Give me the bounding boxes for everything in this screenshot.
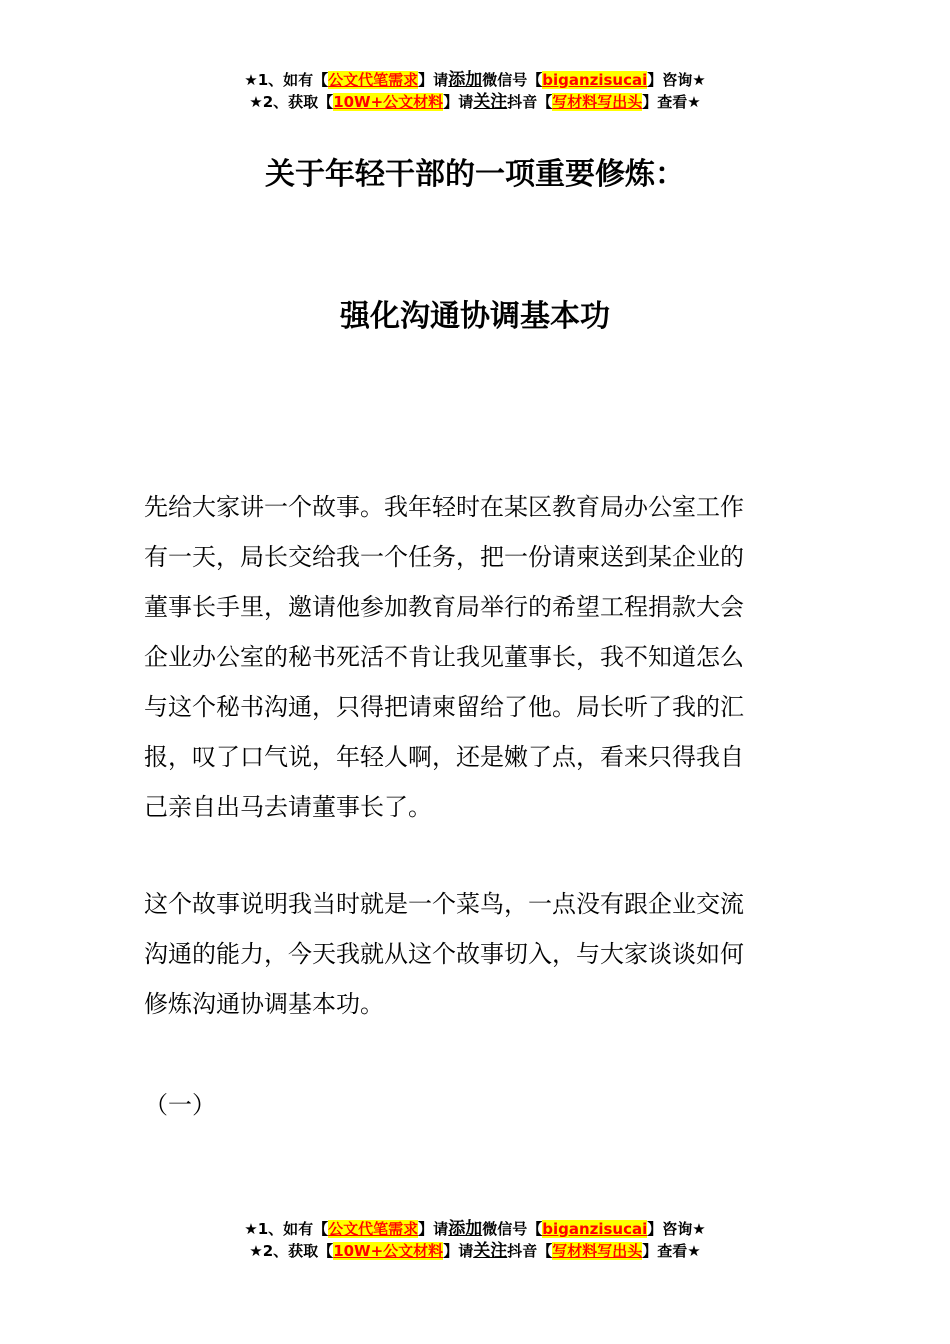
- paragraph-line: 沟通的能力，今天我就从这个故事切入，与大家谈谈如何: [144, 940, 744, 968]
- banner-text: ★2、获取【: [249, 93, 334, 111]
- body-paragraph-1: [144, 482, 809, 832]
- paragraph-line: 有一天，局长交给我一个任务，把一份请柬送到某企业的: [144, 543, 744, 571]
- paragraph-line: 修炼沟通协调基本功。: [144, 990, 384, 1018]
- header-banner: [0, 69, 950, 113]
- paragraph-line: 董事长手里，邀请他参加教育局举行的希望工程捐款大会: [144, 593, 744, 621]
- paragraph-line: 与这个秘书沟通，只得把请柬留给了他。局长听了我的汇: [144, 693, 744, 721]
- banner-line-2: [0, 91, 950, 113]
- banner-text: 】咨询★: [647, 71, 706, 89]
- banner-text: 】请: [443, 93, 474, 111]
- banner-text: ★2、获取【: [249, 1242, 334, 1260]
- banner-line-1: [0, 69, 950, 91]
- footer-banner: [0, 1218, 950, 1262]
- banner-text: 】请: [418, 1220, 449, 1238]
- banner-text: 】请: [443, 1242, 474, 1260]
- banner-text: 抖音【: [507, 1242, 553, 1260]
- banner-line-1: [0, 1218, 950, 1240]
- highlight-douyin-account: 写材料写出头: [552, 1242, 643, 1260]
- highlight-douyin-account: 写材料写出头: [552, 93, 643, 111]
- banner-emphasis: 添加: [448, 1219, 483, 1239]
- banner-emphasis: 关注: [473, 1241, 508, 1261]
- document-subtitle: 强化沟通协调基本功: [340, 299, 610, 334]
- banner-text: 】查看★: [642, 93, 701, 111]
- paragraph-line: 先给大家讲一个故事。我年轻时在某区教育局办公室工作: [144, 493, 744, 521]
- highlight-materials: 10W+公文材料: [333, 93, 444, 111]
- banner-emphasis: 关注: [473, 92, 508, 112]
- highlight-materials: 10W+公文材料: [333, 1242, 444, 1260]
- highlight-service: 公文代笔需求: [328, 1220, 419, 1238]
- banner-emphasis: 添加: [448, 70, 483, 90]
- paragraph-line: 己亲自出马去请董事长了。: [144, 793, 432, 821]
- section-heading: （一）: [144, 1091, 216, 1119]
- body-paragraph-2: [144, 879, 809, 1029]
- highlight-service: 公文代笔需求: [328, 71, 419, 89]
- banner-text: 微信号【: [482, 71, 543, 89]
- banner-text: ★1、如有【: [244, 71, 329, 89]
- paragraph-line: 这个故事说明我当时就是一个菜鸟，一点没有跟企业交流: [144, 890, 744, 918]
- banner-text: 微信号【: [482, 1220, 543, 1238]
- banner-text: ★1、如有【: [244, 1220, 329, 1238]
- banner-text: 】咨询★: [647, 1220, 706, 1238]
- banner-text: 抖音【: [507, 93, 553, 111]
- banner-text: 】请: [418, 71, 449, 89]
- paragraph-line: 企业办公室的秘书死活不肯让我见董事长，我不知道怎么: [144, 643, 744, 671]
- highlight-wechat-id: biganzisucai: [542, 1220, 648, 1238]
- paragraph-line: 报，叹了口气说，年轻人啊，还是嫩了点，看来只得我自: [144, 743, 744, 771]
- banner-line-2: [0, 1240, 950, 1262]
- document-title: 关于年轻干部的一项重要修炼：: [265, 157, 685, 192]
- highlight-wechat-id: biganzisucai: [542, 71, 648, 89]
- banner-text: 】查看★: [642, 1242, 701, 1260]
